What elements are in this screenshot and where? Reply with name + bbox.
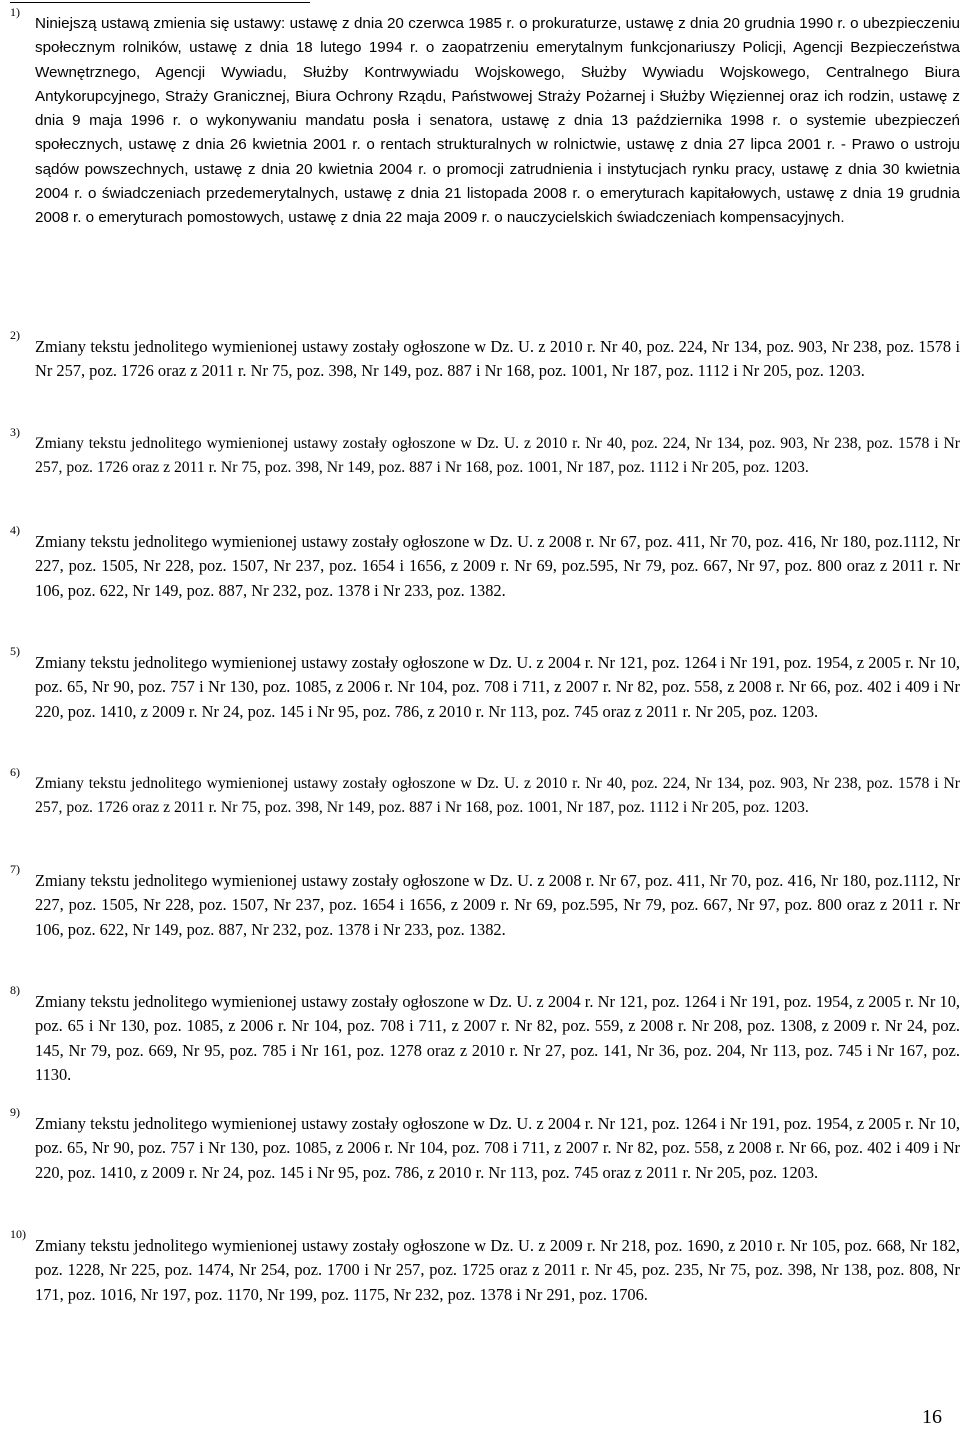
footnote-marker: 5) xyxy=(10,644,20,658)
footnote-text: Zmiany tekstu jednolitego wymienionej ustawy zostały ogłoszone w Dz. U. z 2010 r. Nr 40, poz. 224, Nr 134, poz. 903, Nr 238, poz. 1578 i Nr 257, poz. 1726 oraz z 2011 r. Nr 75, poz. 398, Nr 149, poz. 887 i Nr 168, poz. 1001, Nr 187, poz. 1112 i Nr 205, poz. 1203. xyxy=(35,337,960,381)
footnote-marker: 8) xyxy=(10,983,20,997)
footnote-marker: 2) xyxy=(10,328,20,342)
page-number: 16 xyxy=(922,1406,942,1428)
footnote-marker: 1) xyxy=(10,5,20,19)
footnote-marker: 10) xyxy=(10,1227,26,1241)
footnote-marker: 7) xyxy=(10,862,20,876)
footnote-text: Niniejszą ustawą zmienia się ustawy: ustawę z dnia 20 czerwca 1985 r. o prokuraturze, ustawę z dnia 20 grudnia 1990 r. o ubezpieczeniu społecznym rolników, ustawę z dnia 18 lutego 1994 r. o zaopatrzeniu emerytalnym funkcjonariuszy Policji, Agencji Bezpieczeństwa Wewnętrznego, Agencji Wywiadu, Służby Kontrwywiadu Wojskowego, Służby Wywiadu Wojskowego, Centralnego Biura Antykorupcyjnego, Straży Granicznej, Biura Ochrony Rządu, Państwowej Straży Pożarnej i Służby Więziennej oraz ich rodzin, ustawę z dnia 9 maja 1996 r. o wykonywaniu mandatu posła i senatora, ustawę z dnia 13 października 1998 r. o systemie ubezpieczeń społecznych, ustawę z dnia 26 kwietnia 2001 r. o rentach strukturalnych w rolnictwie, ustawę z dnia 27 lipca 2001 r. - Prawo o ustroju sądów powszechnych, ustawę z dnia 20 kwietnia 2004 r. o promocji zatrudnienia i instytucjach rynku pracy, ustawę z dnia 30 kwietnia 2004 r. o świadczeniach przedemerytalnych, ustawę z dnia 21 listopada 2008 r. o emeryturach kapitałowych, ustawę z dnia 19 grudnia 2008 r. o emeryturach pomostowych, ustawę z dnia 22 maja 2009 r. o nauczycielskich świadczeniach kompensacyjnych. xyxy=(35,15,960,227)
footnote-text: Zmiany tekstu jednolitego wymienionej ustawy zostały ogłoszone w Dz. U. z 2009 r. Nr 218, poz. 1690, z 2010 r. Nr 105, poz. 668, Nr 182, poz. 1228, Nr 225, poz. 1474, Nr 254, poz. 1700 i Nr 257, poz. 1725 oraz z 2011 r. Nr 45, poz. 235, Nr 75, poz. 398, Nr 138, poz. 808, Nr 171, poz. 1016, Nr 197, poz. 1170, Nr 199, poz. 1175, Nr 232, poz. 1378 i Nr 291, poz. 1706. xyxy=(35,1236,960,1304)
footnote-text: Zmiany tekstu jednolitego wymienionej ustawy zostały ogłoszone w Dz. U. z 2004 r. Nr 121, poz. 1264 i Nr 191, poz. 1954, z 2005 r. Nr 10, poz. 65 i Nr 130, poz. 1085, z 2006 r. Nr 104, poz. 708 i 711, z 2007 r. Nr 82, poz. 559, z 2008 r. Nr 208, poz. 1308, z 2009 r. Nr 24, poz. 145, Nr 79, poz. 669, Nr 95, poz. 785 i Nr 161, poz. 1278 oraz z 2010 r. Nr 27, poz. 141, Nr 36, poz. 204, Nr 113, poz. 745 i Nr 167, poz. 1130. xyxy=(35,992,960,1084)
footnote-text: Zmiany tekstu jednolitego wymienionej ustawy zostały ogłoszone w Dz. U. z 2004 r. Nr 121, poz. 1264 i Nr 191, poz. 1954, z 2005 r. Nr 10, poz. 65, Nr 90, poz. 757 i Nr 130, poz. 1085, z 2006 r. Nr 104, poz. 708 i 711, z 2007 r. Nr 82, poz. 558, z 2008 r. Nr 66, poz. 402 i 409 i Nr 220, poz. 1410, z 2009 r. Nr 24, poz. 145 i Nr 95, poz. 786, z 2010 r. Nr 113, poz. 745 oraz z 2011 r. Nr 205, poz. 1203. xyxy=(35,653,960,721)
footnote-text: Zmiany tekstu jednolitego wymienionej ustawy zostały ogłoszone w Dz. U. z 2008 r. Nr 67, poz. 411, Nr 70, poz. 416, Nr 180, poz.1112, Nr 227, poz. 1505, Nr 228, poz. 1507, Nr 237, poz. 1654 i 1656, z 2009 r. Nr 69, poz.595, Nr 79, poz. 667, Nr 97, poz. 800 oraz z 2011 r. Nr 106, poz. 622, Nr 149, poz. 887, Nr 232, poz. 1378 i Nr 233, poz. 1382. xyxy=(35,532,960,600)
footnote-marker: 3) xyxy=(10,425,20,439)
footnote-text: Zmiany tekstu jednolitego wymienionej ustawy zostały ogłoszone w Dz. U. z 2008 r. Nr 67, poz. 411, Nr 70, poz. 416, Nr 180, poz.1112, Nr 227, poz. 1505, Nr 228, poz. 1507, Nr 237, poz. 1654 i 1656, z 2009 r. Nr 69, poz.595, Nr 79, poz. 667, Nr 97, poz. 800 oraz z 2011 r. Nr 106, poz. 622, Nr 149, poz. 887, Nr 232, poz. 1378 i Nr 233, poz. 1382. xyxy=(35,871,960,939)
footnote-text: Zmiany tekstu jednolitego wymienionej ustawy zostały ogłoszone w Dz. U. z 2010 r. Nr 40, poz. 224, Nr 134, poz. 903, Nr 238, poz. 1578 i Nr 257, poz. 1726 oraz z 2011 r. Nr 75, poz. 398, Nr 149, poz. 887 i Nr 168, poz. 1001, Nr 187, poz. 1112 i Nr 205, poz. 1203. xyxy=(35,775,960,817)
footnote-text: Zmiany tekstu jednolitego wymienionej ustawy zostały ogłoszone w Dz. U. z 2004 r. Nr 121, poz. 1264 i Nr 191, poz. 1954, z 2005 r. Nr 10, poz. 65, Nr 90, poz. 757 i Nr 130, poz. 1085, z 2006 r. Nr 104, poz. 708 i 711, z 2007 r. Nr 82, poz. 558, z 2008 r. Nr 66, poz. 402 i 409 i Nr 220, poz. 1410, z 2009 r. Nr 24, poz. 145 i Nr 95, poz. 786, z 2010 r. Nr 113, poz. 745 oraz z 2011 r. Nr 205, poz. 1203. xyxy=(35,1114,960,1182)
footnote-marker: 4) xyxy=(10,523,20,537)
footnote-marker: 9) xyxy=(10,1105,20,1119)
footnote-marker: 6) xyxy=(10,765,20,779)
footnote-separator xyxy=(10,2,310,3)
footnote-text: Zmiany tekstu jednolitego wymienionej ustawy zostały ogłoszone w Dz. U. z 2010 r. Nr 40, poz. 224, Nr 134, poz. 903, Nr 238, poz. 1578 i Nr 257, poz. 1726 oraz z 2011 r. Nr 75, poz. 398, Nr 149, poz. 887 i Nr 168, poz. 1001, Nr 187, poz. 1112 i Nr 205, poz. 1203. xyxy=(35,435,960,477)
